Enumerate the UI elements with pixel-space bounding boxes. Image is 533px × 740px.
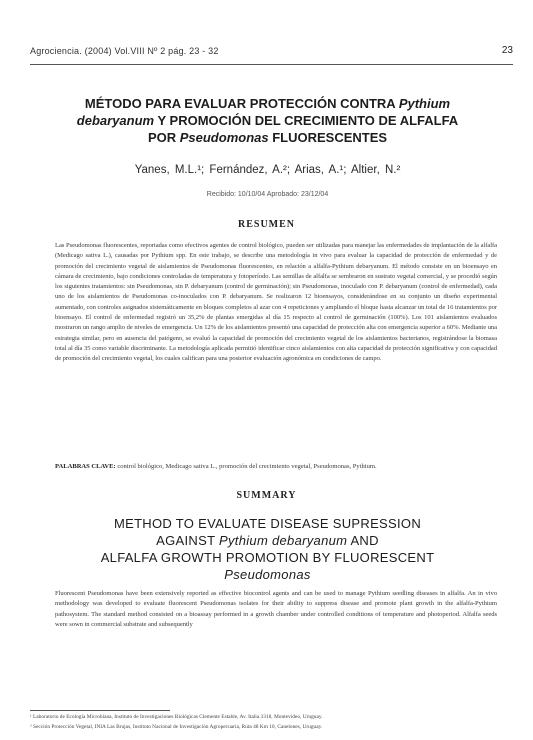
header-rule bbox=[30, 64, 513, 65]
spanish-title-part2: Y PROMOCIÓN DEL CRECIMIENTO DE ALFALFA bbox=[154, 113, 459, 128]
keywords bbox=[55, 462, 497, 472]
spanish-title-italic2: debaryanum bbox=[76, 113, 155, 128]
summary-text: Fluorescent Pseudomonas have been extensively reported as effective biocontrol agents and can be used to manage Pythium seedling diseases in alfalfa. An in vivo methodology was developed to evaluate fluorescent Pseudomonas isolates for their ability to suppress disease and promote plant growth in the alfalfa-Pythium pathosystem. The standard method consisted on a bioassay performed in a growth chamber under controlled conditions of temperature and photoperiod. Alfalfa seeds were sown in commercial substrate and subsequently bbox=[55, 590, 497, 629]
english-title-line1: METHOD TO EVALUATE DISEASE SUPRESSION bbox=[113, 516, 422, 531]
resumen-heading: RESUMEN bbox=[237, 219, 295, 230]
footnotes bbox=[30, 713, 508, 732]
resumen-text: Las Pseudomonas fluorescentes, reportadas como efectivos agentes de control biológico, pueden ser utilizadas para manejar las enfermedades de implantación de la alfalfa (Medicago sativa L.), causadas por Pythium spp. En este trabajo, se describe una metodología in vivo para evaluar la capacidad de protección de enfermedad y de promoción del crecimiento vegetal de aislamientos de Pseudomonas fluorescentes, en relación a alfalfa-Pythium debaryanum. El método consiste en un bioensayo en cámara de crecimiento, bajo condiciones controladas de temperatura y fotoperíodo. Las semillas de alfalfa se sembraron en sustrato vegetal comercial, y se procedió según los siguientes tratamientos: sin Pseudomonas, sin P. debaryanum (control de germinación); sin Pseudomonas, inoculado con P. debaryanum (control de enfermedad), cada uno de los aislamientos de Pseudomonas co-inoculados con P. debaryanum. Se realizaron 12 bioensayos, considerándose en su conjunto un diseño experimental aumentado, con controles asignados sistemáticamente en bloques completos al azar con 4 repeticiones y ampliando el bloque hasta alcanzar un total de 16 tratamientos por bioensayo. El control de enfermedad registró un 35,2% de plantas emergidas al día 15 respecto al control de germinación (100%). Los 101 aislamientos evaluados mostraron un rango amplio de niveles de emergencia. Un 12% de los aislamientos presentó una capacidad de protección alta con emergencia superior a 60%. Mediante una estrategia similar, pero en ausencia del patógeno, se evaluó la capacidad de promoción del crecimiento vegetal de los aislamientos bacterianos, registrándose la biomasa total al día 35 como variable discriminante. La metodología aplicada permitió identificar cinco aislamientos con alta capacidad de protección significativa y con capacidad de promoción del crecimiento vegetal, los cuales califican para una posterior evaluación agronómica en condiciones de campo. bbox=[55, 242, 497, 363]
english-title-line4: Pseudomonas bbox=[224, 567, 311, 582]
spanish-title-italic1: Pythium bbox=[398, 96, 451, 111]
running-head: Agrociencia. (2004) Vol.VIII Nº 2 pág. 23 - 32 bbox=[30, 46, 219, 56]
page-number: 23 bbox=[501, 45, 513, 56]
footnote-2: ² Sección Protección Vegetal, INIA Las Brujas, Instituto Nacional de Investigación Agropecuaria, Ruta 48 Km 10, Canelones, Uruguay. bbox=[30, 723, 323, 730]
spanish-title bbox=[40, 95, 495, 146]
keywords-label: PALABRAS CLAVE: bbox=[55, 463, 116, 470]
spanish-title-part3: POR bbox=[147, 130, 180, 145]
received-approved-dates: Recibido: 10/10/04 Aprobado: 23/12/04 bbox=[206, 191, 329, 198]
spanish-title-part4: FLUORESCENTES bbox=[268, 130, 388, 145]
footnote-rule bbox=[30, 710, 170, 711]
english-title-italic: Pythium debaryanum bbox=[219, 533, 348, 548]
english-title bbox=[40, 515, 495, 583]
english-title-line2a: AGAINST bbox=[156, 533, 220, 548]
spanish-title-italic3: Pseudomonas bbox=[179, 130, 269, 145]
summary-heading: SUMMARY bbox=[236, 490, 297, 501]
english-title-line2b: AND bbox=[347, 533, 379, 548]
english-title-line3: ALFALFA GROWTH PROMOTION BY FLUORESCENT bbox=[100, 550, 435, 565]
spanish-title-part1: MÉTODO PARA EVALUAR PROTECCIÓN CONTRA bbox=[84, 96, 399, 111]
keywords-text: control biológico, Medicago sativa L., promoción del crecimiento vegetal, Pseudomonas, Pythium. bbox=[115, 463, 377, 470]
footnote-1: ¹ Laboratorio de Ecología Microbiana, Instituto de Investigaciones Biológicas Clemente Estable, Av. Italia 3318, Montevideo, Uruguay. bbox=[30, 714, 323, 720]
authors: Yanes, M.L.¹; Fernández, A.²; Arias, A.¹; Altier, N.² bbox=[134, 164, 401, 176]
